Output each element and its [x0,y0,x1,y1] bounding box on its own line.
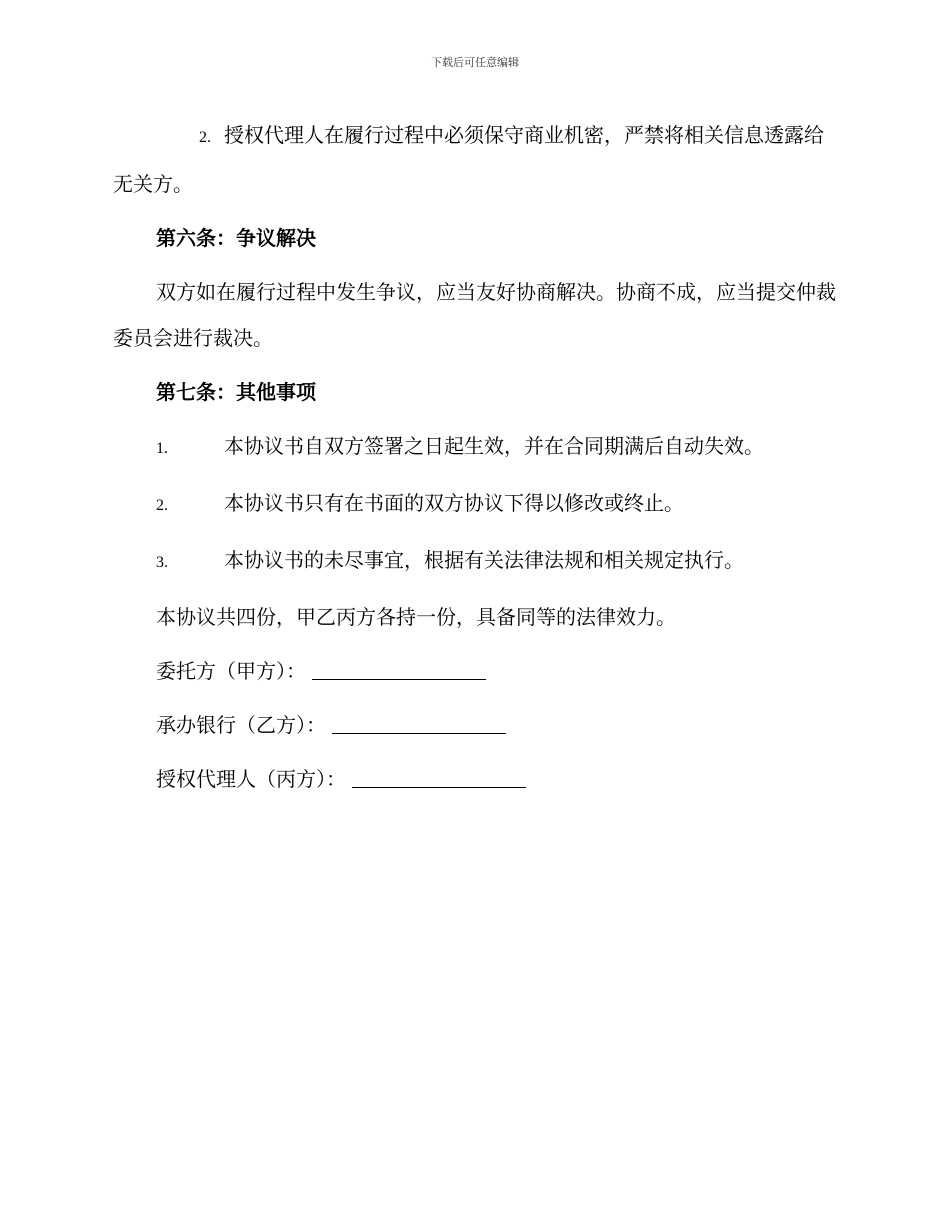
clause-item [113,423,837,472]
item-number: 3. [156,554,168,571]
item-text: 本协议书的未尽事宜，根据有关法律法规和相关规定执行。 [224,548,744,572]
item-text: 本协议书只有在书面的双方协议下得以修改或终止。 [224,491,684,515]
article-paragraph: 双方如在履行过程中发生争议，应当友好协商解决。协商不成，应当提交仲裁委员会进行裁决。 [113,280,836,350]
signature-line [113,648,837,694]
item-number: 1. [156,440,168,457]
signature-label: 授权代理人（丙方）： [156,767,346,791]
signature-blank[interactable] [352,769,526,788]
signature-blank[interactable] [312,661,486,680]
signature-line [113,756,837,802]
page-header: 下载后可任意编辑 [431,56,519,69]
copies-statement: 本协议共四份，甲乙丙方各持一份，具备同等的法律效力。 [156,605,676,629]
clause-item [113,537,837,586]
document-body [113,112,837,810]
clause-item [113,112,837,207]
item-number: 2. [156,497,168,514]
signature-line [113,702,837,748]
signature-label: 委托方（甲方）： [156,659,306,683]
signature-label: 承办银行（乙方）： [156,713,326,737]
signature-blank[interactable] [332,715,506,734]
article-heading: 第七条：其他事项 [156,380,316,404]
item-text: 授权代理人在履行过程中必须保守商业机密，严禁将相关信息透露给无关方。 [113,123,824,196]
clause-item [113,480,837,529]
item-number: 2. [199,129,211,146]
article-heading: 第六条：争议解决 [156,226,316,250]
item-text: 本协议书自双方签署之日起生效，并在合同期满后自动失效。 [224,434,764,458]
